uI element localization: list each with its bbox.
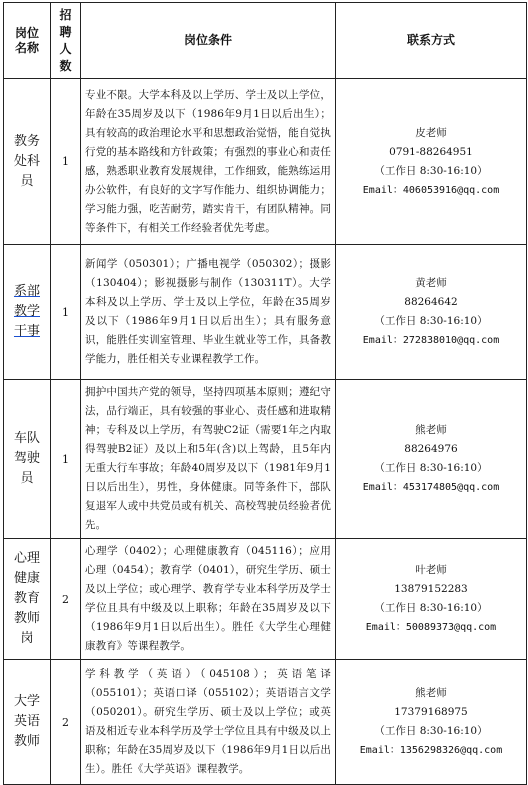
contact-phone: 88264976 xyxy=(404,443,458,455)
position-count: 1 xyxy=(51,380,81,539)
header-count: 招聘人数 xyxy=(51,3,81,79)
contact-name: 叶老师 xyxy=(415,564,447,576)
contact-name: 皮老师 xyxy=(415,126,447,139)
position-conditions: 专业不限。大学本科及以上学历、学士及以上学位，年龄在35周岁及以下（1986年9月1日以后出生）；具有较高的政治理论水平和思想政治觉悟，能自觉执行党的基本路线和方针政策；有强烈的事业心和责任感，熟悉职业教育发展规律，工作细致，能熟练运用办公软件，有良好的文字写作能力、组织协调能力；学习能力强，吃苦耐劳，踏实肯干，有团队精神。同等条件下，有相关工作经验者优先考虑。 xyxy=(81,79,336,245)
table-row xyxy=(4,79,527,245)
header-position: 岗位名称 xyxy=(4,3,51,79)
table-row xyxy=(4,245,527,380)
position-name: 心理健康教育教师岗 xyxy=(4,539,51,660)
contact-name: 熊老师 xyxy=(415,424,447,436)
contact-email[interactable]: Email：50089373@qq.com xyxy=(365,622,497,633)
position-count: 2 xyxy=(51,660,81,785)
contact-phone: 0791-88264951 xyxy=(389,145,473,158)
contact-name: 熊老师 xyxy=(415,687,447,699)
position-name: 系部教学干事 xyxy=(4,245,51,380)
header-conditions: 岗位条件 xyxy=(81,3,336,79)
position-conditions: 新闻学（050301）；广播电视学（050302）；摄影（130404）；影视摄影与制作（130311T）。大学本科及以上学历、学士及以上学位，年龄在35周岁及以下（1986年9月1日以后出生）；具有服务意识，能胜任实训室管理、毕业生就业等工作，具备教学能力，胜任相关专业课程教学工作。 xyxy=(81,245,336,380)
contact-email[interactable]: Email：406053916@qq.com xyxy=(362,184,500,196)
table-row xyxy=(4,539,527,660)
position-name: 车队驾驶员 xyxy=(4,380,51,539)
position-count: 1 xyxy=(51,79,81,245)
contact-hours: （工作日 8:30-16:10） xyxy=(374,315,488,327)
position-conditions: 心理学（0402）；心理健康教育（045116）；应用心理（0454）；教育学（0401），研究生学历、硕士及以上学位；或心理学、教育学专业本科学历及学士学位且具有中级及以上职称；年龄在35周岁及以下（1986年9月1日以后出生）。胜任《大学生心理健康教育》等课程教学。 xyxy=(81,539,336,660)
position-contact xyxy=(336,79,527,245)
contact-email[interactable]: Email：1356298326@qq.com xyxy=(359,745,503,756)
position-name: 教务处科员 xyxy=(4,79,51,245)
contact-email[interactable]: Email：272838010@qq.com xyxy=(362,335,500,346)
contact-name: 黄老师 xyxy=(415,277,447,289)
contact-phone: 17379168975 xyxy=(394,706,468,718)
table-row xyxy=(4,660,527,785)
contact-phone: 88264642 xyxy=(404,296,458,308)
position-contact xyxy=(336,380,527,539)
contact-hours: （工作日 8:30-16:10） xyxy=(374,602,488,614)
position-contact xyxy=(336,245,527,380)
position-contact xyxy=(336,660,527,785)
header-contact: 联系方式 xyxy=(336,3,527,79)
recruitment-table xyxy=(3,2,527,785)
position-contact xyxy=(336,539,527,660)
contact-phone: 13879152283 xyxy=(394,583,468,595)
contact-hours: （工作日 8:30-16:10） xyxy=(374,164,488,177)
contact-hours: （工作日 8:30-16:10） xyxy=(374,462,488,474)
position-conditions: 拥护中国共产党的领导，坚持四项基本原则；遵纪守法，品行端正，具有较强的事业心、责任感和进取精神；专科及以上学历，有驾驶C2证（需要1年之内取得驾驶B2证）及以上和5年(含)以上驾龄，且5年内无重大行车事故；年龄40周岁及以下（1981年9月1日以后出生），男性，身体健康。同等条件下，部队复退军人或中共党员或有机关、高校驾驶员经验者优先。 xyxy=(81,380,336,539)
header-row xyxy=(4,3,527,79)
contact-email[interactable]: Email：453174805@qq.com xyxy=(362,482,500,493)
position-count: 2 xyxy=(51,539,81,660)
contact-hours: （工作日 8:30-16:10） xyxy=(374,725,488,737)
position-count: 1 xyxy=(51,245,81,380)
position-conditions: 学科教学（英语）（045108）；英语笔译（055101）；英语口译（055102）；英语语言文学（050201）。研究生学历、硕士及以上学位；或英语及相近专业本科学历及学士学位且具有中级及以上职称；年龄在35周岁及以下（1986年9月1日以后出生）。胜任《大学英语》课程教学。 xyxy=(81,660,336,785)
table-row xyxy=(4,380,527,539)
position-name: 大学英语教师 xyxy=(4,660,51,785)
